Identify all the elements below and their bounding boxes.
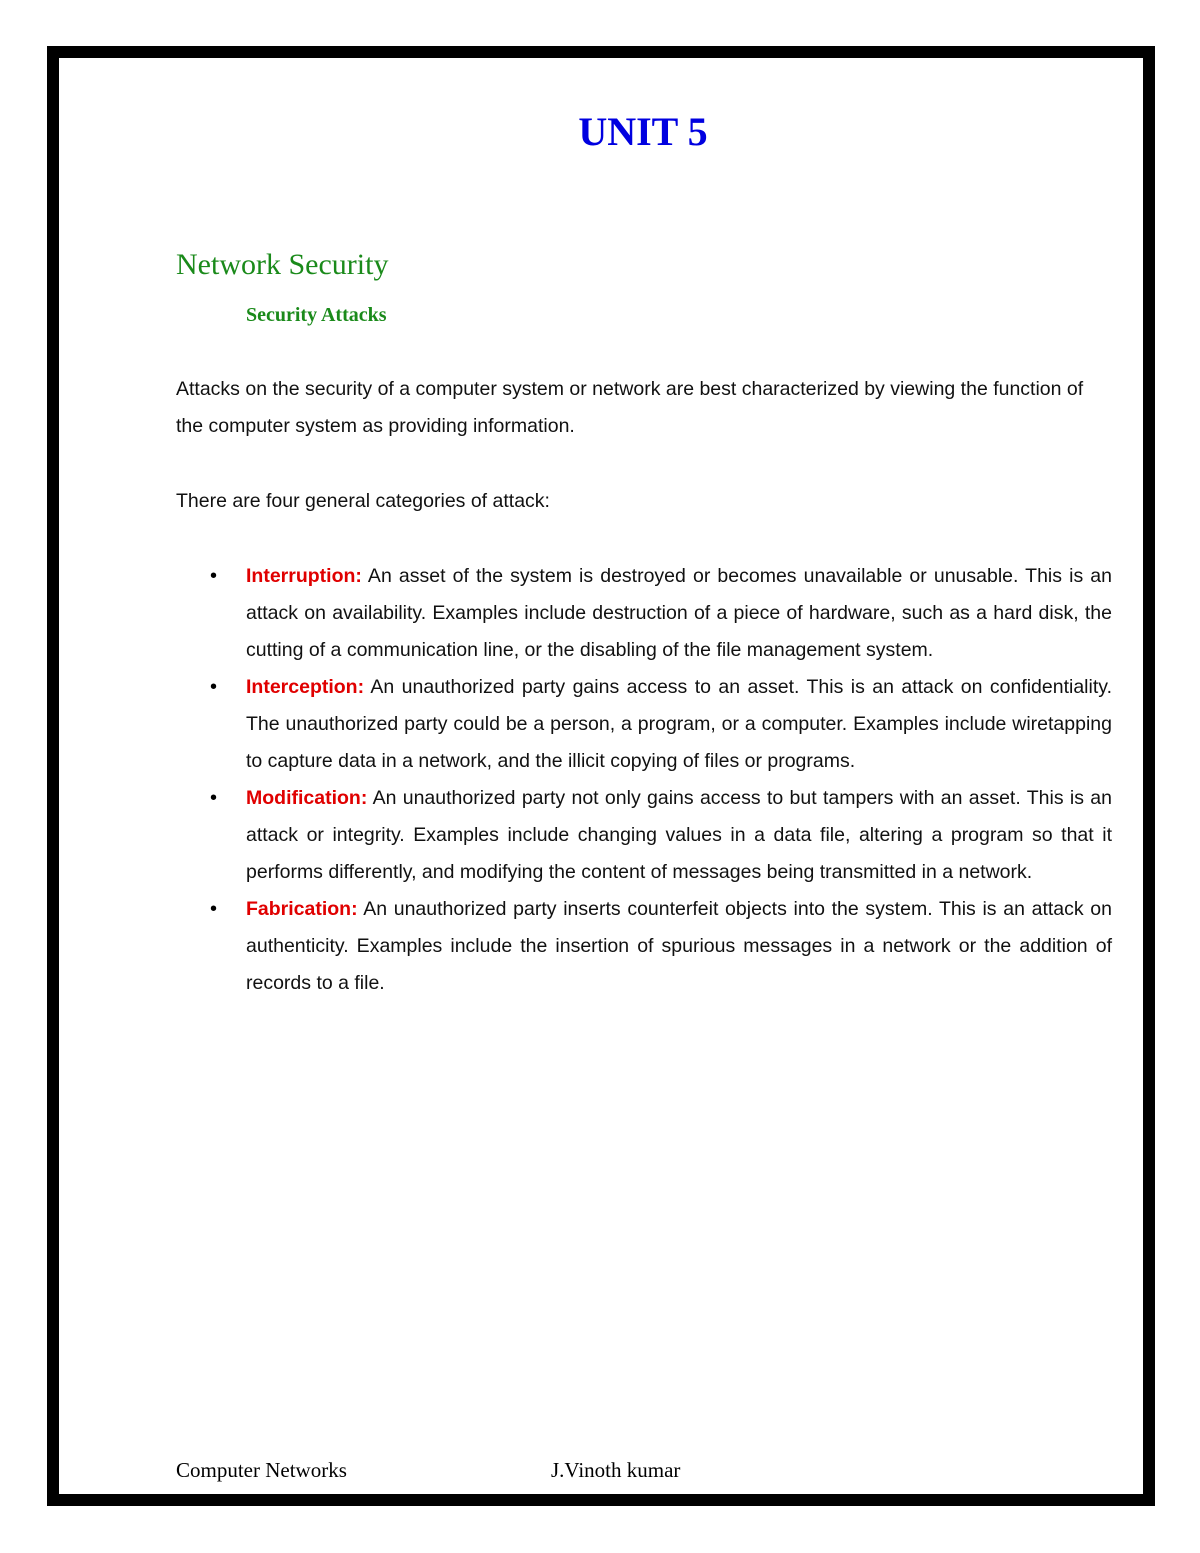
list-item-interception bbox=[176, 669, 1112, 780]
unit-title: UNIT 5 bbox=[578, 109, 708, 154]
bullet-icon: • bbox=[210, 787, 218, 809]
bullet-icon: • bbox=[210, 898, 218, 920]
section-title: Network Security bbox=[176, 248, 389, 281]
attack-term: Interception: bbox=[246, 676, 365, 698]
attack-description: An asset of the system is destroyed or becomes unavailable or unusable. This is an attack on availability. Examples include destruction of a piece of hardware, such as a hard disk, the cutting of a communication line, or the disabling of the file management system. bbox=[246, 565, 1112, 661]
attack-description: An unauthorized party inserts counterfeit objects into the system. This is an attack on authenticity. Examples include the insertion of spurious messages in a network or the addition of records to a file. bbox=[246, 898, 1112, 994]
footer-course: Computer Networks bbox=[176, 1458, 347, 1482]
subsection-title: Security Attacks bbox=[246, 304, 387, 326]
footer-author: J.Vinoth kumar bbox=[551, 1458, 681, 1482]
attack-term: Modification: bbox=[246, 787, 368, 809]
attack-term: Fabrication: bbox=[246, 898, 358, 920]
attack-list bbox=[176, 558, 1112, 1002]
list-item-interruption bbox=[176, 558, 1112, 669]
categories-intro: There are four general categories of attack: bbox=[176, 490, 550, 512]
attack-description: An unauthorized party gains access to an asset. This is an attack on confidentiality. The unauthorized party could be a person, a program, or a computer. Examples include wiretapping to capture data in a network, and the illicit copying of files or programs. bbox=[246, 676, 1112, 772]
attack-term: Interruption: bbox=[246, 565, 362, 587]
list-item-fabrication bbox=[176, 891, 1112, 1002]
intro-paragraph: Attacks on the security of a computer system or network are best characterized by viewing the function of the computer system as providing information. bbox=[176, 378, 1084, 437]
list-item-modification bbox=[176, 780, 1112, 891]
bullet-icon: • bbox=[210, 565, 218, 587]
bullet-icon: • bbox=[210, 676, 218, 698]
attack-description: An unauthorized party not only gains access to but tampers with an asset. This is an attack or integrity. Examples include changing values in a data file, altering a program so that it performs differently, and modifying the content of messages being transmitted in a network. bbox=[246, 787, 1112, 883]
